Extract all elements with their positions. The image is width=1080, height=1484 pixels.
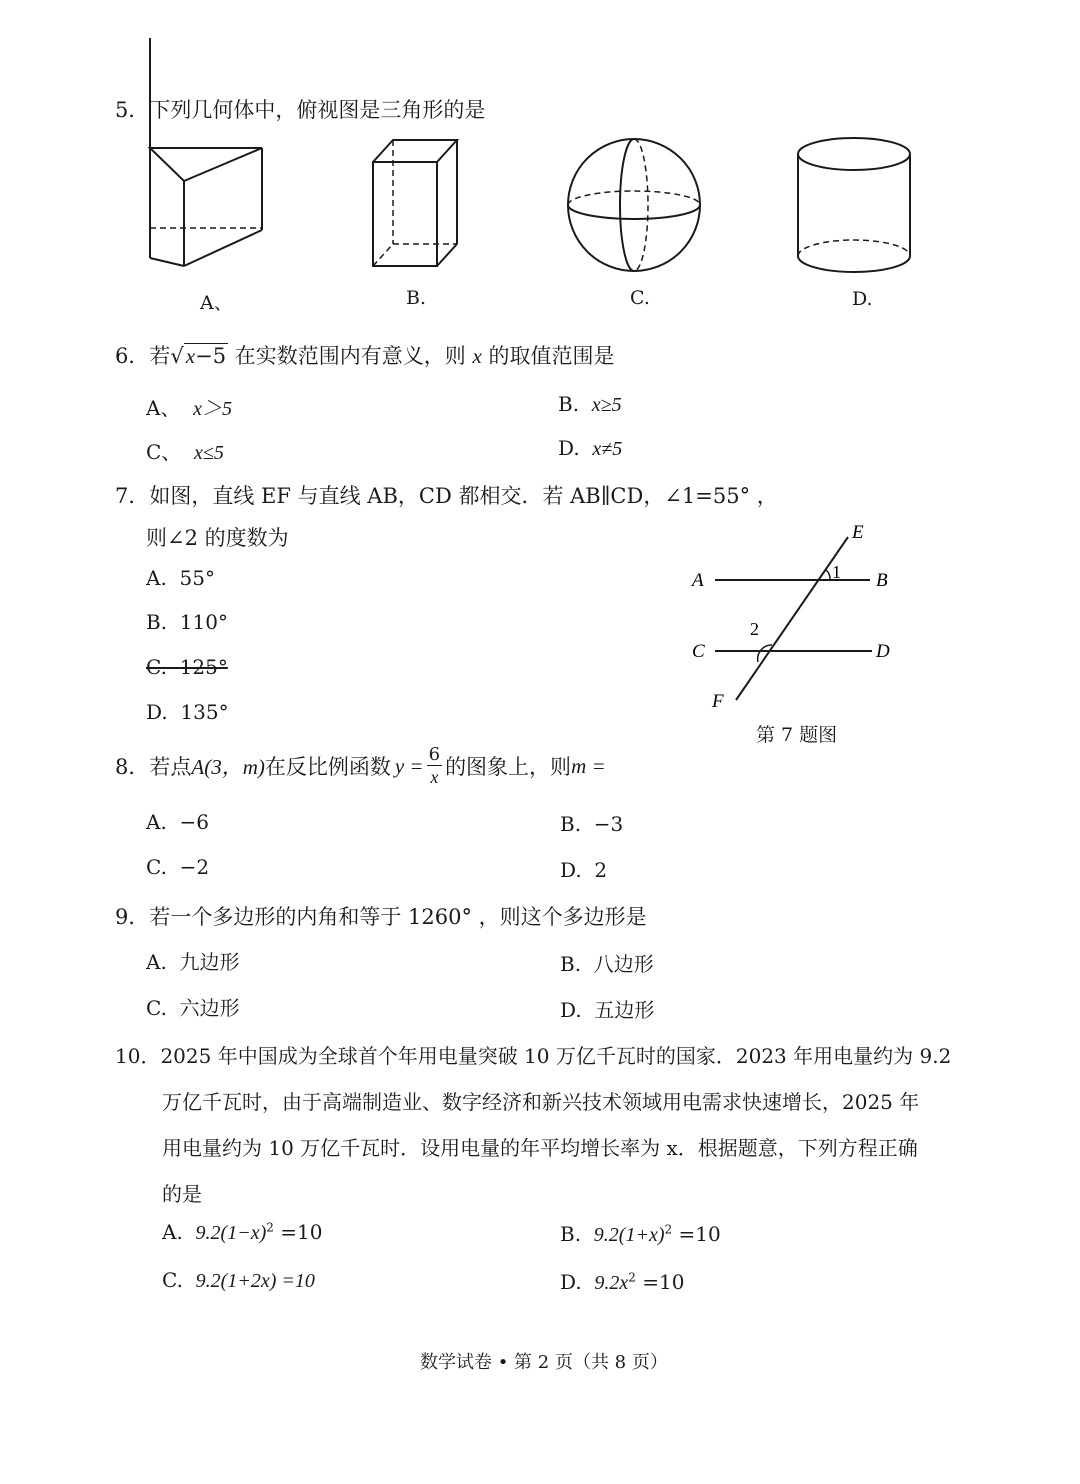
q5-figure-b-cuboid	[365, 136, 465, 271]
q6-option-b[interactable]: B. x≥5	[558, 392, 622, 416]
q8-option-c[interactable]: C. −2	[146, 855, 210, 879]
q5-option-d-label[interactable]: D.	[852, 288, 873, 310]
q9-option-a[interactable]: A. 九边形	[146, 950, 240, 974]
q5-figure-a-triangular-prism	[140, 138, 270, 273]
q6-stem-mid: 在实数范围内有意义，则	[234, 344, 466, 368]
q9-stem: 9．若一个多边形的内角和等于 1260° ，则这个多边形是	[115, 905, 647, 929]
q9-option-d[interactable]: D. 五边形	[560, 998, 655, 1022]
q7-option-a[interactable]: A. 55°	[146, 566, 215, 590]
q7-label-f: F	[712, 691, 724, 712]
q7-stem-line1: 7．如图，直线 EF 与直线 AB，CD 都相交．若 AB∥CD，∠1=55° ，	[115, 484, 778, 508]
q10-stem-line2: 万亿千瓦时，由于高端制造业、数字经济和新兴技术领域用电需求快速增长，2025 年	[162, 1090, 920, 1114]
q8-fraction: $\frac{6}{x}$	[428, 744, 441, 787]
sqrt-symbol: √	[170, 344, 184, 368]
q5-stem: 5．下列几何体中，俯视图是三角形的是	[115, 98, 486, 122]
q8-func-lhs: y =	[394, 753, 424, 778]
q7-stem-line2: 则∠2 的度数为	[146, 526, 289, 550]
q7-label-c: C	[692, 641, 705, 662]
q6-option-c[interactable]: C、 x≤5	[146, 440, 224, 464]
q10-stem-line4: 的是	[162, 1182, 202, 1206]
q5-figure-c-sphere	[564, 135, 704, 275]
q7-option-b[interactable]: B. 110°	[146, 610, 228, 634]
page-footer: 数学试卷 • 第 2 页（共 8 页）	[420, 1352, 668, 1373]
q7-option-d[interactable]: D. 135°	[146, 700, 229, 724]
q6-radicand: x−5	[185, 344, 227, 368]
q7-option-c[interactable]: C. 125°	[146, 655, 228, 679]
q7-label-1: 1	[832, 562, 841, 582]
q10-stem-line3: 用电量约为 10 万亿千瓦时．设用电量的年平均增长率为 x．根据题意，下列方程正确	[162, 1136, 918, 1160]
q9-option-b[interactable]: B. 八边形	[560, 952, 654, 976]
q8-point: A(3，m)	[191, 755, 265, 779]
q7-label-e: E	[852, 522, 864, 543]
q8-option-b[interactable]: B. −3	[560, 812, 624, 836]
q10-option-d[interactable]: D. $9.2x^2 =10$	[560, 1270, 685, 1294]
q6-stem-suffix: 的取值范围是	[488, 344, 615, 368]
q9-option-c[interactable]: C. 六边形	[146, 996, 240, 1020]
q6-option-a[interactable]: A、 x＞5	[146, 396, 233, 420]
q7-label-a: A	[692, 570, 704, 591]
q6-stem-x: x	[472, 344, 482, 368]
q7-label-d: D	[876, 641, 890, 662]
q5-option-b-label[interactable]: B.	[406, 287, 427, 309]
q8-stem-prefix: 8．若点	[115, 755, 192, 779]
q5-option-c-label[interactable]: C.	[630, 287, 650, 309]
q8-stem-suffix: 的图象上，则	[445, 755, 572, 779]
q6-stem-prefix: 6．若	[115, 344, 171, 368]
q10-stem-line1: 10．2025 年中国成为全球首个年用电量突破 10 万亿千瓦时的国家．2023 年用电量约为 9.2	[115, 1044, 952, 1068]
q6-option-d[interactable]: D. x≠5	[558, 436, 623, 460]
q5-figure-d-cylinder	[794, 134, 914, 276]
q8-option-a[interactable]: A. −6	[146, 810, 210, 834]
q8-stem-mid: 在反比例函数	[264, 755, 391, 779]
q10-option-a[interactable]: A. $9.2(1-x)^2 =10$	[162, 1220, 323, 1244]
q8-stem	[115, 746, 606, 786]
q8-stem-var: m =	[571, 753, 606, 778]
q10-option-b[interactable]: B. $9.2(1+x)^2 =10$	[560, 1222, 721, 1246]
q7-label-2: 2	[750, 619, 759, 639]
q8-option-d[interactable]: D. 2	[560, 858, 608, 882]
q6-stem	[115, 340, 614, 370]
q7-figure	[680, 515, 910, 715]
q10-option-c[interactable]: C. 9.2(1+2x) =10	[162, 1268, 315, 1292]
q7-figure-caption: 第 7 题图	[756, 724, 838, 746]
q5-option-a-label[interactable]: A、	[200, 292, 233, 314]
q7-label-b: B	[876, 570, 888, 591]
